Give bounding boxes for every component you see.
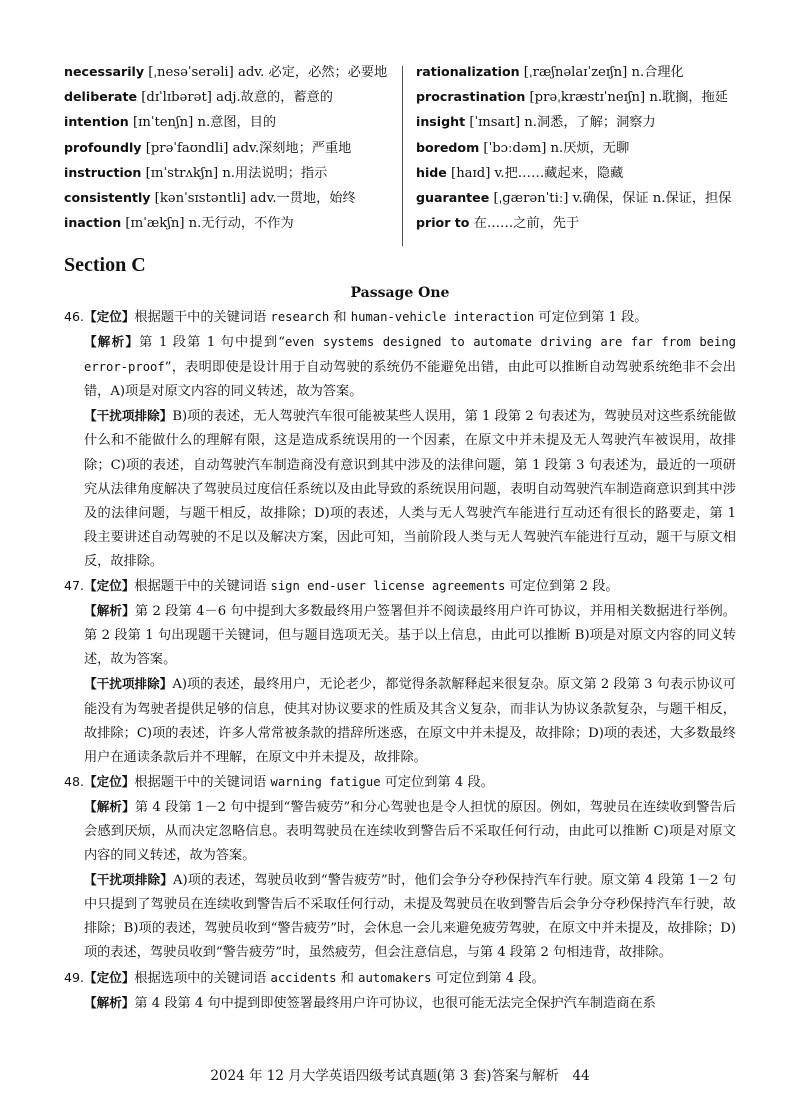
vocab-definition: [prəˈfaʊndli] adv.深刻地；严重地 (145, 140, 352, 156)
distractor-paragraph (64, 868, 736, 965)
vocab-word: hide (416, 164, 447, 180)
vocab-word: inaction (64, 215, 122, 231)
locate-tag: 【定位】 (84, 969, 135, 985)
locate-tag: 【定位】 (84, 773, 135, 789)
locate-text: 可定位到第 1 段。 (534, 310, 648, 325)
distractor-text: A)项的表述，驾驶员收到“警告疲劳”时，他们会争分夺秒保持汽车行驶。原文第 4 段第 1－2 句中只提到了驾驶员在连续收到警告后不采取任何行动，未提及驾驶员在收到警告后会争分夺秒保持汽车行驶，故排除；B)项的表述，驾驶员收到“警告疲劳”时，会休息一会儿来避免疲劳驾驶，在原文中并未提及，故排除；D)项的表述，驾驶员收到“警告疲劳”时，虽然疲劳，但会注意信息，与第 4 段第 2 句相违背，故排除。 (84, 873, 737, 961)
vocab-word: intention (64, 114, 129, 130)
vocab-entry (64, 60, 394, 85)
analysis-tag: 【解析】 (84, 603, 135, 619)
analysis-text: 第 2 段第 4－6 句中提到大多数最终用户签署但并不阅读最终用户许可协议，并用相关数据进行举例。第 2 段第 1 句出现题干关键词，但与题目选项无关。基于以上信息，由此可以推断 B)项是对原文内容的同义转述，故为答案。 (84, 604, 736, 668)
vocab-entry (64, 211, 394, 236)
question-number: 46. (64, 309, 85, 324)
distractor-tag: 【干扰项排除】 (84, 676, 173, 692)
section-title: Section C (64, 254, 146, 276)
analysis-paragraph (64, 330, 736, 404)
locate-text: 根据题干中的关键词语 (134, 310, 271, 325)
locate-line (64, 574, 736, 599)
vocab-definition: [kənˈsɪstəntli] adv.一贯地，始终 (154, 191, 356, 207)
question-block-47 (64, 574, 736, 770)
vocab-entry (416, 85, 746, 110)
vocab-word: boredom (416, 139, 480, 155)
keyword: warning fatigue (270, 774, 381, 789)
locate-line (64, 305, 736, 330)
question-number: 49. (64, 969, 85, 985)
vocab-definition: [ɪnˈstrʌkʃn] n.用法说明；指示 (145, 165, 328, 181)
vocab-definition: [ˈɪnsaɪt] n.洞悉，了解；洞察力 (469, 115, 656, 131)
locate-text: 和 (336, 970, 359, 986)
analysis-paragraph (64, 599, 736, 672)
locate-tag: 【定位】 (84, 578, 135, 594)
vocab-word: necessarily (64, 64, 145, 79)
vocab-entry (64, 186, 394, 211)
vocab-definition: [ˈbɔːdəm] n.厌烦，无聊 (483, 140, 630, 156)
distractor-paragraph (64, 672, 736, 769)
keyword: sign end-user license agreements (270, 579, 506, 594)
vocab-word: profoundly (64, 139, 142, 155)
keyword: human-vehicle interaction (350, 310, 535, 324)
page-footer: 2024 年 12 月大学英语四级考试真题(第 3 套)答案与解析 44 (210, 1068, 590, 1084)
vocab-definition: 在……之前，先于 (473, 216, 580, 232)
vocab-definition: [haɪd] v.把……藏起来，隐藏 (451, 165, 624, 181)
locate-text: 可定位到第 4 段。 (380, 774, 494, 790)
passage-title: Passage One (350, 285, 450, 301)
locate-text: 可定位到第 4 段。 (431, 970, 545, 986)
vocabulary-list (64, 60, 736, 250)
analysis-text: 第 4 段第 1－2 句中提到“警告疲劳”和分心驾驶也是令人担忧的原因。例如，驾驶员在连续收到警告后会感到厌烦，从而决定忽略信息。表明驾驶员在连续收到警告后不采取任何行动，由此可以推断 C)项是对原文内容的同义转述，故为答案。 (84, 799, 736, 864)
vocabulary-column-right (416, 60, 746, 236)
column-divider (402, 66, 403, 246)
vocab-definition: [dɪˈlɪbərət] adj.故意的，蓄意的 (141, 90, 333, 106)
vocab-word: rationalization (416, 64, 520, 79)
vocab-word: deliberate (64, 89, 138, 105)
question-number: 48. (64, 773, 85, 789)
vocab-entry (64, 136, 394, 161)
vocab-definition: [ɪnˈtenʃn] n.意图，目的 (132, 115, 277, 131)
distractor-tag: 【干扰项排除】 (84, 872, 173, 888)
vocab-definition: [ˌɡærənˈtiː] v.确保，保证 n.保证，担保 (493, 191, 732, 207)
analysis-tag: 【解析】 (84, 994, 135, 1010)
vocab-word: guarantee (416, 190, 490, 206)
analysis-text: ”，表明即使是设计用于自动驾驶的系统仍不能避免出错，由此可以推断自动驾驶系统绝非不会出错，A)项是对原文内容的同义转述，故为答案。 (84, 360, 736, 400)
question-block-49 (64, 966, 736, 1016)
analysis-tag: 【解析】 (84, 798, 135, 814)
vocab-entry (416, 110, 746, 135)
analysis-tag: 【解析】 (84, 334, 140, 350)
analysis-text: 第 4 段第 4 句中提到即使签署最终用户许可协议，也很可能无法完全保护汽车制造商在系 (134, 995, 656, 1011)
vocab-entry (64, 85, 394, 110)
question-block-48 (64, 770, 736, 966)
vocab-entry (416, 60, 746, 85)
vocab-definition: [ˌnesəˈserəli] adv. 必定，必然；必要地 (148, 65, 388, 80)
vocab-entry (64, 110, 394, 135)
locate-tag: 【定位】 (84, 309, 135, 324)
keyword: research (270, 310, 330, 324)
analysis-text: 第 1 段第 1 句中提到“ (139, 335, 285, 351)
keyword: automakers (358, 970, 432, 985)
vocab-entry (64, 161, 394, 186)
vocab-word: procrastination (416, 89, 526, 105)
vocab-definition: [ɪnˈækʃn] n.无行动，不作为 (125, 216, 294, 232)
vocab-entry (416, 211, 746, 236)
distractor-text: A)项的表述，最终用户，无论老少，都觉得条款解释起来很复杂。原文第 2 段第 3 句表示协议可能没有为驾驶者提供足够的信息，使其对协议要求的性质及其含义复杂，而非认为协议条款复杂，与题干相反，故排除；C)项的表述，许多人常常被条款的措辞所迷惑，在原文中并未提及，故排除；D)项的表述，大多数最终用户在通读条款后并不理解，在原文中并未提及，故排除。 (84, 677, 736, 765)
distractor-text: B)项的表述，无人驾驶汽车很可能被某些人误用，第 1 段第 2 句表述为，驾驶员对这些系统能做什么和不能做什么的理解有限，这是造成系统误用的一个因素，在原文中并未提及无人驾驶汽车被误用，故排除；C)项的表述，自动驾驶汽车制造商没有意识到其中涉及的法律问题，第 1 段第 3 句表述为，最近的一项研究从法律角度解决了驾驶员过度信任系统以及由此导致的系统误用问题，表明自动驾驶汽车制造商意识到其中涉及的法律问题，与题干相反，故排除；D)项的表述，人类与无人驾驶汽车能进行互动还有很长的路要走，第 1 段主要讲述自动驾驶的不足以及解决方案，因此可知，当前阶段人类与无人驾驶汽车能进行互动，题干与原文相反，故排除。 (84, 409, 737, 569)
locate-text: 根据题干中的关键词语 (134, 774, 271, 790)
question-block-46 (64, 305, 736, 574)
locate-text: 和 (329, 310, 351, 325)
question-number: 47. (64, 578, 85, 594)
distractor-paragraph (64, 404, 736, 574)
answer-analysis (64, 305, 736, 1016)
vocab-entry (416, 136, 746, 161)
vocab-entry (416, 186, 746, 211)
analysis-paragraph (64, 991, 736, 1016)
vocab-word: instruction (64, 164, 142, 180)
analysis-paragraph (64, 795, 736, 868)
keyword: accidents (270, 970, 337, 985)
locate-text: 可定位到第 2 段。 (505, 579, 619, 595)
locate-text: 根据选项中的关键词语 (134, 970, 271, 986)
locate-line (64, 966, 736, 991)
vocab-entry (416, 161, 746, 186)
vocabulary-column-left (64, 60, 394, 236)
vocab-word: insight (416, 114, 466, 130)
vocab-definition: [prəˌkræstɪˈneɪʃn] n.耽搁，拖延 (529, 90, 728, 106)
vocab-word: consistently (64, 190, 151, 206)
quoted-english: even systems designed to automate driving are far from being error-proof (84, 335, 737, 375)
vocab-word: prior to (416, 215, 470, 231)
locate-line (64, 770, 736, 795)
distractor-tag: 【干扰项排除】 (84, 408, 173, 424)
vocab-definition: [ˌræʃnəlaɪˈzeɪʃn] n.合理化 (523, 65, 684, 80)
locate-text: 根据题干中的关键词语 (134, 579, 271, 595)
